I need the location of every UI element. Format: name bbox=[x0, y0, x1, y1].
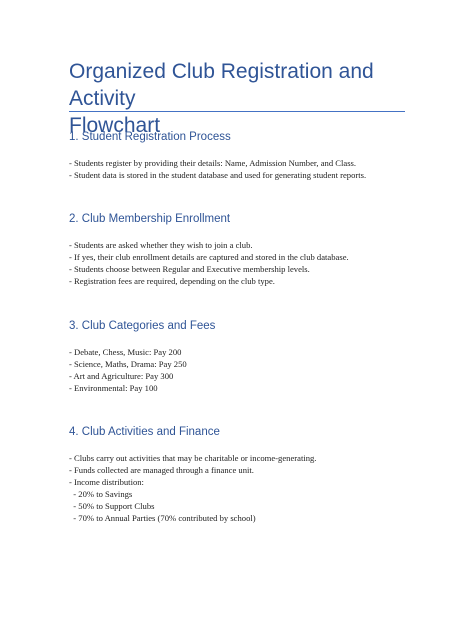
document-title-line-1: Organized Club Registration and Activity bbox=[69, 60, 374, 110]
body-line: - Funds collected are managed through a finance unit. bbox=[69, 465, 254, 475]
body-line: - Students choose between Regular and Executive membership levels. bbox=[69, 264, 310, 274]
body-line: - Income distribution: bbox=[69, 477, 144, 487]
body-line: - Student data is stored in the student database and used for generating student reports. bbox=[69, 170, 367, 180]
body-line: - If yes, their club enrollment details are captured and stored in the club database. bbox=[69, 252, 349, 262]
section-heading: 2. Club Membership Enrollment bbox=[69, 213, 231, 225]
body-line: - Art and Agriculture: Pay 300 bbox=[69, 371, 174, 381]
section-heading: 1. Student Registration Process bbox=[69, 131, 231, 143]
section-club-membership bbox=[69, 212, 419, 287]
body-line: - Students register by providing their details: Name, Admission Number, and Class. bbox=[69, 158, 357, 168]
body-line: - Environmental: Pay 100 bbox=[69, 383, 158, 393]
section-body bbox=[69, 346, 419, 394]
section-body bbox=[69, 239, 419, 287]
body-line: - Science, Maths, Drama: Pay 250 bbox=[69, 359, 187, 369]
body-line: - Clubs carry out activities that may be charitable or income-generating. bbox=[69, 453, 317, 463]
section-student-registration bbox=[69, 130, 419, 181]
section-heading: 3. Club Categories and Fees bbox=[69, 320, 216, 332]
document-title bbox=[69, 58, 419, 139]
body-line: - Debate, Chess, Music: Pay 200 bbox=[69, 347, 182, 357]
title-underline bbox=[69, 111, 405, 112]
section-body bbox=[69, 452, 419, 524]
section-heading: 4. Club Activities and Finance bbox=[69, 426, 220, 438]
body-line: - 70% to Annual Parties (70% contributed by school) bbox=[69, 513, 256, 523]
body-line: - 50% to Support Clubs bbox=[69, 501, 155, 511]
body-line: - 20% to Savings bbox=[69, 489, 133, 499]
body-line: - Students are asked whether they wish to join a club. bbox=[69, 240, 253, 250]
section-club-activities bbox=[69, 425, 419, 524]
body-line: - Registration fees are required, depending on the club type. bbox=[69, 276, 275, 286]
section-club-categories bbox=[69, 319, 419, 394]
section-body bbox=[69, 157, 419, 181]
document-title-line-2: Flowchart bbox=[69, 114, 161, 137]
